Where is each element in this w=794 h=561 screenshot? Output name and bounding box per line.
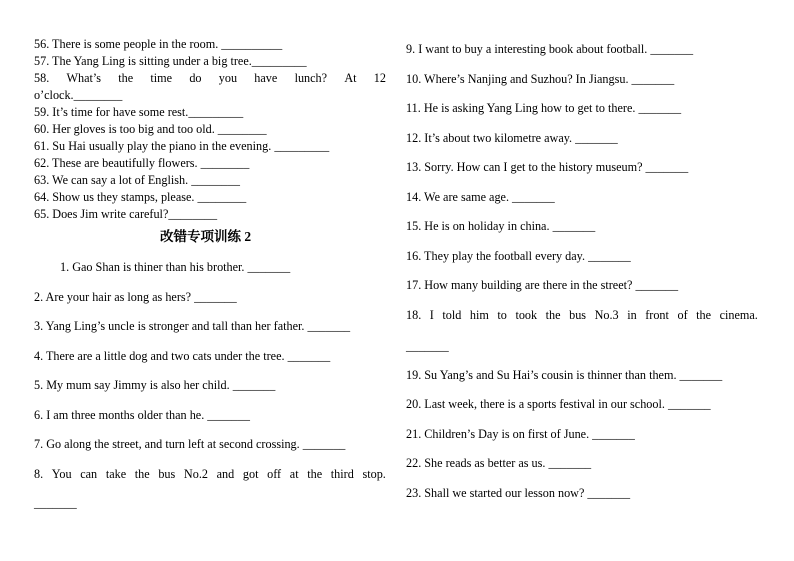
question-17: 17. How many building are there in the street? _______: [406, 278, 679, 292]
q8-word: and: [216, 467, 235, 481]
question-8-continued: _______: [34, 496, 77, 510]
q8-word: the: [307, 467, 323, 481]
q18-word: I: [429, 308, 434, 322]
q18-word: bus: [569, 308, 587, 322]
question-65: 65. Does Jim write careful?________: [34, 207, 218, 221]
q18-word: the: [696, 308, 712, 322]
question-59: 59. It’s time for have some rest._________: [34, 105, 244, 119]
question-7: 7. Go along the street, and turn left at second crossing. _______: [34, 437, 346, 451]
question-6: 6. I am three months older than he. _______: [34, 408, 250, 422]
question-63: 63. We can say a lot of English. ________: [34, 173, 240, 187]
question-5: 5. My mum say Jimmy is also her child. _______: [34, 378, 276, 392]
question-16: 16. They play the football every day. _______: [406, 249, 631, 263]
q58-word: you: [218, 71, 238, 85]
q18-word: 18.: [406, 308, 422, 322]
q8-word: bus: [158, 467, 176, 481]
question-3: 3. Yang Ling’s uncle is stronger and tall than her father. _______: [34, 319, 351, 333]
q58-word: What’s: [66, 71, 102, 85]
q58-word: time: [150, 71, 173, 85]
question-18: [406, 308, 758, 322]
q8-word: take: [105, 467, 127, 481]
question-22: 22. She reads as better as us. _______: [406, 456, 592, 470]
q18-word: the: [545, 308, 561, 322]
q18-word: cinema.: [719, 308, 758, 322]
question-12: 12. It’s about two kilometre away. _______: [406, 131, 618, 145]
question-4: 4. There are a little dog and two cats under the tree. _______: [34, 349, 331, 363]
section-title: 改错专项训练 2: [160, 229, 252, 244]
q8-word: You: [51, 467, 72, 481]
question-62: 62. These are beautifully flowers. ________: [34, 156, 250, 170]
question-10: 10. Where’s Nanjing and Suzhou? In Jiangsu. _______: [406, 72, 675, 86]
q8-word: No.2: [183, 467, 208, 481]
question-15: 15. He is on holiday in china. _______: [406, 219, 596, 233]
question-60: 60. Her gloves is too big and too old. ________: [34, 122, 267, 136]
question-19: 19. Su Yang’s and Su Hai’s cousin is thinner than them. _______: [406, 368, 723, 382]
question-57: 57. The Yang Ling is sitting under a big tree._________: [34, 54, 307, 68]
q8-word: 8.: [34, 467, 44, 481]
q58-word: 58.: [34, 71, 50, 85]
q18-word: him: [469, 308, 489, 322]
q8-word: at: [289, 467, 299, 481]
q18-word: No.3: [594, 308, 619, 322]
q58-word: the: [118, 71, 134, 85]
question-11: 11. He is asking Yang Ling how to get to there. _______: [406, 101, 682, 115]
q18-word: to: [497, 308, 507, 322]
q8-word: got: [242, 467, 259, 481]
q58-word: have: [254, 71, 278, 85]
question-14: 14. We are same age. _______: [406, 190, 555, 204]
question-8: [34, 467, 386, 481]
question-58: [34, 71, 386, 85]
question-18-continued: _______: [406, 339, 449, 353]
q8-word: stop.: [362, 467, 386, 481]
q8-word: can: [80, 467, 98, 481]
question-2: 2. Are your hair as long as hers? _______: [34, 290, 237, 304]
q18-word: front: [645, 308, 669, 322]
q8-word: off: [267, 467, 282, 481]
q18-word: took: [515, 308, 538, 322]
q58-word: do: [189, 71, 202, 85]
q8-word: third: [330, 467, 354, 481]
question-13: 13. Sorry. How can I get to the history museum? _______: [406, 160, 689, 174]
question-9: 9. I want to buy a interesting book about football. _______: [406, 42, 694, 56]
question-56: 56. There is some people in the room. __________: [34, 37, 283, 51]
question-1: 1. Gao Shan is thiner than his brother. _______: [60, 260, 291, 274]
q58-word: At: [344, 71, 357, 85]
question-20: 20. Last week, there is a sports festival in our school. _______: [406, 397, 711, 411]
question-21: 21. Children’s Day is on first of June. _______: [406, 427, 635, 441]
q18-word: in: [627, 308, 637, 322]
q58-word: lunch?: [294, 71, 328, 85]
question-61: 61. Su Hai usually play the piano in the evening. _________: [34, 139, 330, 153]
q18-word: told: [442, 308, 462, 322]
question-64: 64. Show us they stamps, please. ________: [34, 190, 247, 204]
q18-word: of: [677, 308, 688, 322]
question-23: 23. Shall we started our lesson now? _______: [406, 486, 631, 500]
q58-word: 12: [373, 71, 386, 85]
q8-word: the: [134, 467, 150, 481]
question-58-continued: o’clock.________: [34, 88, 123, 102]
